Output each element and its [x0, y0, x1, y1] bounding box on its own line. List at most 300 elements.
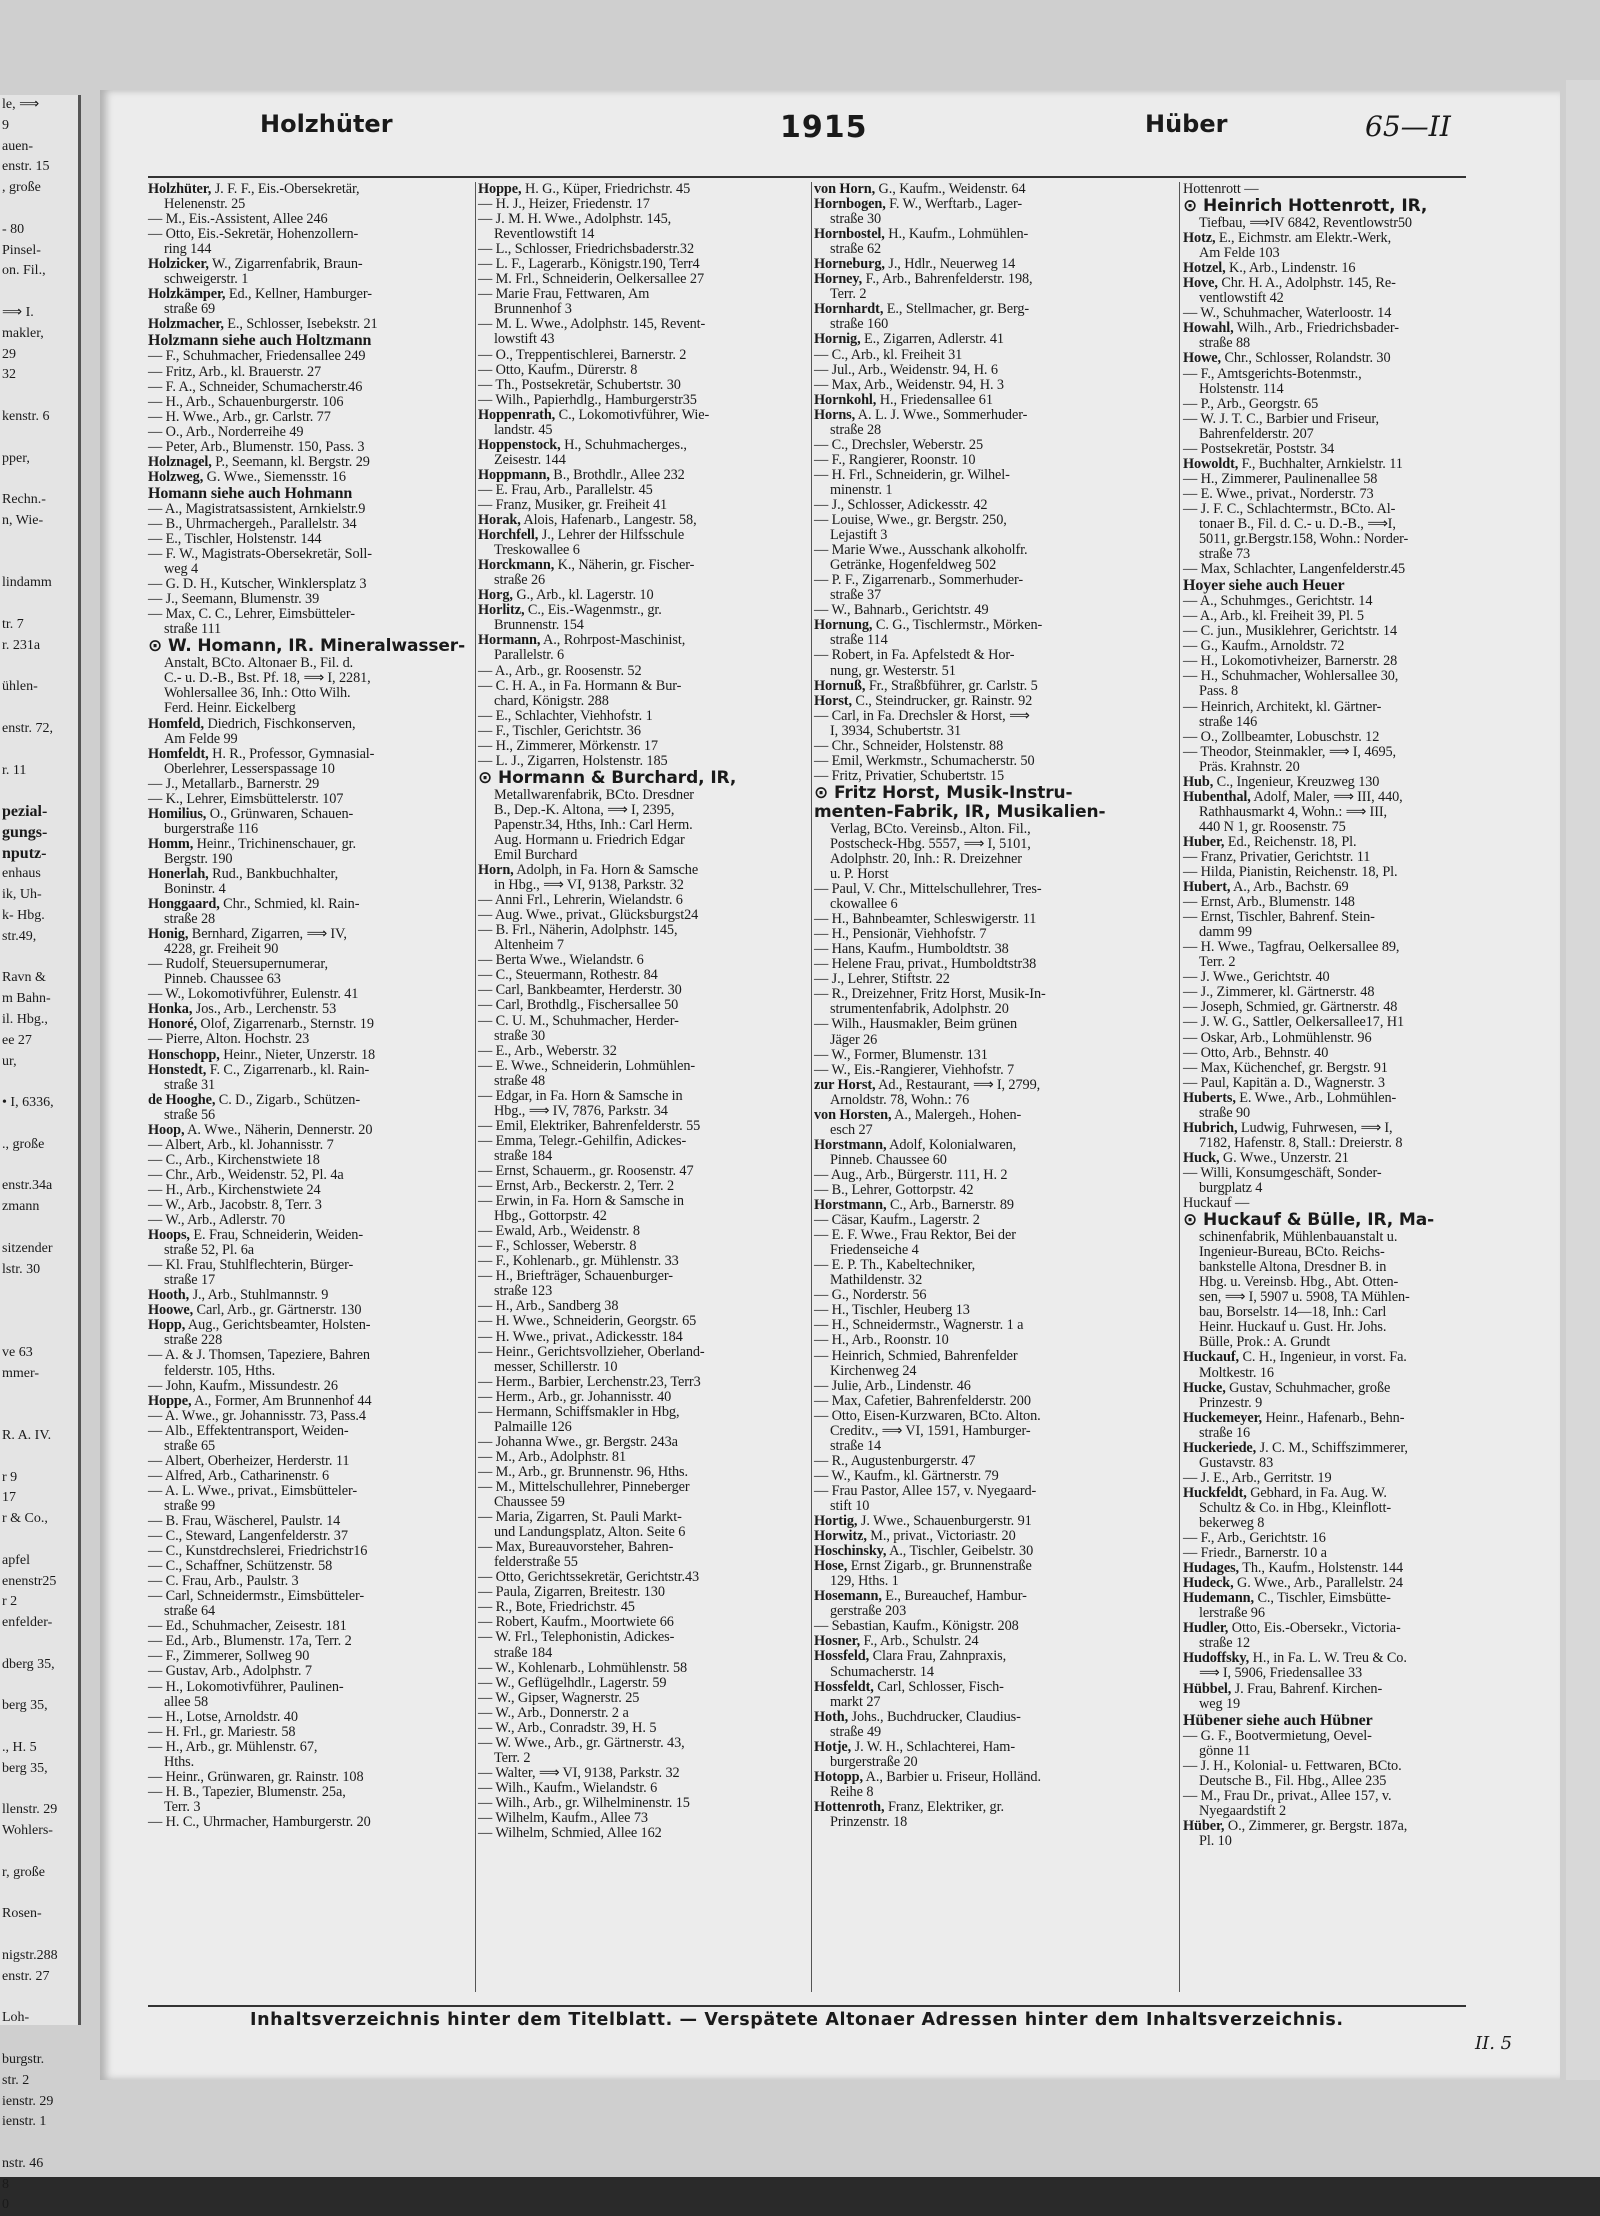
directory-entry: — Otto, Arb., Behnstr. 40	[1183, 1044, 1329, 1061]
entry-continuation: straße 146	[1199, 713, 1258, 730]
entry-continuation: ckowallee 6	[830, 896, 898, 913]
directory-entry: Hubenthal, Adolf, Maler, ⟹ III, 440,	[1183, 788, 1403, 805]
directory-entry: — A. Wwe., gr. Johannisstr. 73, Pass.4	[148, 1407, 366, 1424]
directory-entry: — O., Treppentischlerei, Barnerstr. 2	[478, 346, 687, 363]
entry-continuation: Bahrenfelderstr. 207	[1199, 425, 1314, 442]
directory-entry: — G. F., Bootvermietung, Oevel-	[1183, 1727, 1372, 1744]
directory-entry: Hotzel, K., Arb., Lindenstr. 16	[1183, 260, 1356, 277]
entry-continuation: straße 30	[830, 211, 882, 228]
entry-continuation: Gustavstr. 83	[1199, 1454, 1274, 1471]
directory-entry: — A., Schuhmges., Gerichtstr. 14	[1183, 593, 1373, 610]
prev-page-line: nstr. 46	[2, 2155, 44, 2171]
entry-continuation: burgerstraße 116	[164, 820, 259, 837]
prev-page-line: Rosen-	[2, 1906, 42, 1922]
directory-entry: — B., Uhrmachergeh., Parallelstr. 34	[148, 515, 357, 532]
directory-entry: — Ernst, Arb., Beckerstr. 2, Terr. 2	[478, 1178, 675, 1195]
directory-entry: Hornung, C. G., Tischlermstr., Mörken-	[814, 617, 1043, 634]
footer-page-ref: II. 5	[1475, 2033, 1513, 2054]
prev-page-line: R. A. IV.	[2, 1428, 52, 1443]
prev-page-line: m Bahn-	[2, 991, 51, 1007]
prev-page-line	[0, 1301, 78, 1322]
directory-entry: — H., Zimmerer, Paulinenallee 58	[1183, 470, 1378, 487]
prev-page-line: Pinsel-	[2, 242, 41, 258]
entry-continuation: Pl. 10	[1199, 1832, 1232, 1849]
entry-continuation: 129, Hths. 1	[830, 1573, 899, 1590]
prev-page-line: lstr. 30	[2, 1261, 41, 1277]
directory-entry: Horstmann, Adolf, Kolonialwaren,	[814, 1136, 1017, 1153]
directory-entry: — Julie, Arb., Lindenstr. 46	[814, 1377, 971, 1394]
entry-continuation: Heinr. Huckauf u. Gust. Hr. Johs.	[1199, 1319, 1387, 1336]
entry-continuation: straße 65	[164, 1437, 216, 1454]
prev-page-line: enstr. 27	[2, 1968, 50, 1984]
prev-page-line: r 2	[2, 1594, 18, 1610]
directory-entry: — M., Frau Dr., privat., Allee 157, v.	[1183, 1787, 1392, 1804]
directory-entry: — Ed., Arb., Blumenstr. 17a, Terr. 2	[148, 1633, 352, 1650]
directory-entry: — F., Arb., Gerichtstr. 16	[1183, 1530, 1326, 1547]
prev-page-line: nigstr.288	[2, 1947, 58, 1963]
prev-page-line	[0, 1988, 78, 2009]
directory-entry: — Kl. Frau, Stuhlflechterin, Bürger-	[148, 1257, 354, 1274]
entry-continuation: esch 27	[830, 1121, 873, 1138]
prev-page-line	[0, 532, 78, 553]
directory-entry: Hoschinsky, A., Tischler, Geibelstr. 30	[814, 1543, 1034, 1560]
directory-entry: Horney, F., Arb., Bahrenfelderstr. 198,	[814, 271, 1033, 288]
prev-page-line: Loh-	[2, 2010, 30, 2026]
entry-continuation: damm 99	[1199, 924, 1252, 941]
entry-continuation: Ingenieur-Bureau, BCto. Reichs-	[1199, 1244, 1385, 1261]
prev-page-line: gungs-	[2, 823, 48, 841]
prev-page-line: auen-	[2, 138, 34, 154]
directory-entry: Hosner, F., Arb., Schulstr. 24	[814, 1633, 979, 1650]
column-divider	[811, 182, 812, 1992]
directory-entry: von Horsten, A., Malergeh., Hohen-	[814, 1106, 1022, 1123]
directory-entry: — Anni Frl., Lehrerin, Wielandstr. 6	[478, 892, 683, 909]
directory-entry: Hosemann, E., Bureauchef, Hambur-	[814, 1588, 1027, 1605]
directory-entry: Hudemann, C., Tischler, Eimsbütte-	[1183, 1590, 1391, 1607]
directory-entry: — Paul, V. Chr., Mittelschullehrer, Tres-	[814, 881, 1042, 898]
entry-continuation: strumentenfabrik, Adolphstr. 20	[830, 1001, 1009, 1018]
directory-entry: — H., Arb., Roonstr. 10	[814, 1332, 949, 1349]
directory-entry: Honig, Bernhard, Zigarren, ⟹ IV,	[148, 926, 347, 943]
entry-continuation: bau, Borselstr. 14—18, Inh.: Carl	[1199, 1304, 1387, 1321]
entry-continuation: allee 58	[164, 1693, 209, 1710]
directory-entry: — F., Kohlenarb., gr. Mühlenstr. 33	[478, 1253, 679, 1270]
directory-entry: — Pierre, Alton. Hochstr. 23	[148, 1031, 310, 1048]
directory-entry: — F., Rangierer, Roonstr. 10	[814, 451, 976, 468]
prev-page-line: apfel	[2, 1552, 30, 1568]
prev-page-line: pezial-	[2, 803, 48, 821]
directory-entry: Huckauf —	[1183, 1195, 1250, 1212]
entry-continuation: straße 28	[164, 911, 216, 928]
directory-entry: — Emil, Elektriker, Bahrenfelderstr. 55	[478, 1117, 701, 1134]
directory-entry: — F. W., Magistrats-Obersekretär, Soll-	[148, 546, 372, 563]
directory-entry: — Fritz, Privatier, Schubertstr. 15	[814, 767, 1005, 784]
directory-entry: — Th., Postsekretär, Schubertstr. 30	[478, 376, 681, 393]
prev-page-line: enstr.34a	[2, 1178, 53, 1194]
directory-entry: Hoyer siehe auch Heuer	[1183, 577, 1345, 595]
entry-continuation: straße 49	[830, 1723, 882, 1740]
directory-entry: Hotje, J. W. H., Schlachterei, Ham-	[814, 1738, 1015, 1755]
entry-continuation: Zeisestr. 144	[494, 451, 566, 468]
entry-continuation: Reventlowstift 14	[494, 226, 595, 243]
prev-page-line: 8	[2, 2176, 9, 2192]
directory-entry: Homfeldt, H. R., Professor, Gymnasial-	[148, 745, 375, 762]
directory-entry: Homann siehe auch Hohmann	[148, 484, 353, 502]
directory-entry: — B. Frau, Wäscherel, Paulstr. 14	[148, 1512, 341, 1529]
prev-page-line: le, ⟹	[2, 97, 40, 112]
directory-entry: — Rudolf, Steuersupernumerar,	[148, 956, 328, 973]
directory-entry: — Robert, in Fa. Apfelstedt & Hor-	[814, 647, 1015, 664]
directory-entry: — C., Schaffner, Schützenstr. 58	[148, 1558, 333, 1575]
entry-continuation: Hbg., Gottorpstr. 42	[494, 1208, 607, 1225]
prev-page-line: ühlen-	[2, 679, 38, 695]
directory-entry: — Heinrich, Architekt, kl. Gärtner-	[1183, 698, 1382, 715]
directory-entry: — Otto, Eis.-Sekretär, Hohenzollern-	[148, 226, 359, 243]
directory-entry: Hove, Chr. H. A., Adolphstr. 145, Re-	[1183, 275, 1396, 292]
entry-continuation: straße 88	[1199, 335, 1251, 352]
directory-entry: — F., Zimmerer, Sollweg 90	[148, 1648, 310, 1665]
directory-entry: — C. U. M., Schuhmacher, Herder-	[478, 1012, 679, 1029]
header-rule	[148, 176, 1466, 178]
entry-continuation: und Landungsplatz, Alton. Seite 6	[494, 1524, 686, 1541]
directory-entry: Hotopp, A., Barbier u. Friseur, Holländ.	[814, 1768, 1041, 1785]
entry-continuation: straße 12	[1199, 1635, 1251, 1652]
entry-continuation: Metallwarenfabrik, BCto. Dresdner	[494, 786, 694, 803]
directory-entry: — Aug., Arb., Bürgerstr. 111, H. 2	[814, 1166, 1008, 1183]
prev-page-line: kenstr. 6	[2, 408, 50, 424]
prev-page-line	[0, 2133, 78, 2154]
page-header	[140, 110, 1470, 154]
entry-continuation: lerstraße 96	[1199, 1605, 1265, 1622]
directory-entry: Hudeck, G. Wwe., Arb., Parallelstr. 24	[1183, 1575, 1403, 1592]
directory-entry: — Wilh., Arb., gr. Wilhelminenstr. 15	[478, 1794, 690, 1811]
directory-entry: — Wilh., Papierhdlg., Hamburgerstr35	[478, 391, 697, 408]
directory-entry: — Helene Frau, privat., Humboldtstr38	[814, 956, 1037, 973]
directory-entry: — R., Bote, Friedrichstr. 45	[478, 1599, 635, 1616]
directory-entry: Homilius, O., Grünwaren, Schauen-	[148, 805, 354, 822]
directory-entry: — W., Schuhmacher, Waterloostr. 14	[1183, 305, 1392, 322]
directory-entry: — H., Arb., Schauenburgerstr. 106	[148, 393, 344, 410]
header-left-keyword: Holzhüter	[260, 110, 393, 138]
entry-continuation: Anstalt, BCto. Altonaer B., Fil. d.	[164, 655, 354, 672]
directory-entry: Hoppmann, B., Brothdlr., Allee 232	[478, 466, 685, 483]
directory-entry: — C. Frau, Arb., Paulstr. 3	[148, 1573, 299, 1590]
entry-continuation: Postscheck-Hbg. 5557, ⟹ I, 5101,	[830, 835, 1031, 852]
entry-continuation: 5011, gr.Bergstr.158, Wohn.: Norder-	[1199, 531, 1409, 548]
prev-page-line: r. 11	[2, 762, 27, 778]
directory-entry: — Theodor, Steinmakler, ⟹ I, 4695,	[1183, 743, 1397, 760]
directory-entry: Hottenroth, Franz, Elektriker, gr.	[814, 1798, 1004, 1815]
prev-page-line	[0, 1530, 78, 1551]
prev-page-line: r. 231a	[2, 637, 41, 653]
directory-entry: Hossfeldt, Carl, Schlosser, Fisch-	[814, 1678, 1004, 1695]
prev-page-line	[0, 781, 78, 802]
directory-entry: Hornuß, Fr., Straßbführer, gr. Carlstr. 5	[814, 677, 1038, 694]
directory-entry: — Aug. Wwe., privat., Glücksburgst24	[478, 907, 699, 924]
directory-entry: — Heinr., Grünwaren, gr. Rainstr. 108	[148, 1768, 364, 1785]
column-3	[814, 182, 1149, 2007]
directory-entry: — Max, Schlachter, Langenfelderstr.45	[1183, 561, 1406, 578]
entry-continuation: bekerweg 8	[1199, 1514, 1265, 1531]
directory-entry: Hubert, A., Arb., Bachstr. 69	[1183, 879, 1349, 896]
prev-page-line	[0, 1676, 78, 1697]
directory-entry: — W. Frl., Telephonistin, Adickes-	[478, 1629, 675, 1646]
directory-entry: Horns, A. L. J. Wwe., Sommerhuder-	[814, 406, 1028, 423]
directory-entry: — J. M. H. Wwe., Adolphstr. 145,	[478, 211, 672, 228]
entry-continuation: Creditv., ⟹ VI, 1591, Hamburger-	[830, 1422, 1031, 1439]
directory-entry: — W., Arb., Jacobstr. 8, Terr. 3	[148, 1197, 322, 1213]
entry-continuation: C.- u. D.-B., Bst. Pf. 18, ⟹ I, 2281,	[164, 670, 371, 687]
entry-continuation: Parallelstr. 6	[494, 647, 565, 664]
prev-page-line	[0, 1384, 78, 1405]
entry-continuation: Tiefbau, ⟹IV 6842, Reventlowstr50	[1199, 215, 1412, 232]
directory-entry: — W., Bahnarb., Gerichtstr. 49	[814, 602, 989, 619]
entry-continuation: schinenfabrik, Mühlenbauanstalt u.	[1199, 1229, 1398, 1246]
entry-continuation: u. P. Horst	[830, 866, 889, 883]
directory-entry: Hüber, O., Zimmerer, gr. Bergstr. 187a,	[1183, 1817, 1408, 1834]
directory-entry: Hoppe, A., Former, Am Brunnenhof 44	[148, 1392, 372, 1409]
entry-continuation: minenstr. 1	[830, 481, 893, 498]
directory-entry: — W., Lokomotivführer, Eulenstr. 41	[148, 986, 359, 1003]
prev-page-line: r & Co.,	[2, 1511, 48, 1527]
directory-entry: Hoop, A. Wwe., Näherin, Dennerstr. 20	[148, 1121, 373, 1138]
prev-page-line: burgstr.	[2, 2051, 45, 2067]
directory-entry: Honstedt, F. C., Zigarrenarb., kl. Rain-	[148, 1061, 370, 1078]
directory-entry: — Louise, Wwe., gr. Bergstr. 250,	[814, 512, 1007, 529]
entry-continuation: Holstenstr. 114	[1199, 380, 1284, 397]
prev-page-line: Ravn &	[2, 970, 46, 986]
directory-entry: Howoldt, F., Buchhalter, Arnkielstr. 11	[1183, 455, 1403, 472]
directory-entry: — J., Schlosser, Adickesstr. 42	[814, 496, 988, 513]
prev-page-line: Wohlers-	[2, 1823, 53, 1839]
prev-page-line: str. 2	[2, 2072, 30, 2088]
entry-continuation: Ferd. Heinr. Eickelberg	[164, 700, 296, 717]
entry-continuation: ring 144	[164, 241, 212, 258]
directory-entry: — G., Norderstr. 56	[814, 1287, 927, 1304]
prev-page-line: ee 27	[2, 1032, 32, 1048]
directory-entry: — Berta Wwe., Wielandstr. 6	[478, 952, 644, 969]
directory-entry: — W., Arb., Adlerstr. 70	[148, 1212, 286, 1229]
directory-entry: — H., Arb., Sandberg 38	[478, 1298, 619, 1315]
directory-entry: — G., Kaufm., Arnoldstr. 72	[1183, 638, 1345, 655]
directory-entry: Huberts, E. Wwe., Arb., Lohmühlen-	[1183, 1089, 1397, 1106]
firm-entry: ⊙ W. Homann, IR. Mineralwasser-	[148, 636, 466, 657]
prev-page-line: ., große	[2, 1136, 45, 1152]
directory-entry: Hose, Ernst Zigarb., gr. Brunnenstraße	[814, 1558, 1032, 1575]
entry-continuation: straße 16	[1199, 1424, 1251, 1441]
prev-page-line	[0, 1156, 78, 1177]
entry-continuation: straße 62	[830, 241, 882, 258]
entry-continuation: Deutsche B., Fil. Hbg., Allee 235	[1199, 1772, 1387, 1789]
entry-continuation: schweigerstr. 1	[164, 271, 249, 288]
directory-entry: Hossfeld, Clara Frau, Zahnpraxis,	[814, 1648, 1007, 1665]
directory-entry: — C., Drechsler, Weberstr. 25	[814, 436, 984, 453]
directory-entry: — K., Lehrer, Eimsbüttelerstr. 107	[148, 790, 344, 807]
entry-continuation: straße 31	[164, 1076, 216, 1093]
directory-entry: — O., Zollbeamter, Lobuschstr. 12	[1183, 728, 1380, 745]
directory-entry: Horstmann, C., Arb., Barnerstr. 89	[814, 1197, 1014, 1214]
entry-continuation: gönne 11	[1199, 1742, 1251, 1759]
prev-page-line	[0, 1322, 78, 1343]
entry-continuation: felderstraße 55	[494, 1554, 578, 1571]
directory-entry: — Paula, Zigarren, Breitestr. 130	[478, 1584, 665, 1601]
firm-entry: ⊙ Heinrich Hottenrott, IR,	[1183, 196, 1428, 217]
directory-entry: Hudoffsky, H., in Fa. L. W. Treu & Co.	[1183, 1650, 1407, 1667]
prev-page-line: il. Hbg.,	[2, 1012, 48, 1028]
header-right-keyword: Hüber	[1145, 110, 1228, 138]
directory-entry: — Max, Cafetier, Bahrenfelderstr. 200	[814, 1392, 1031, 1409]
directory-entry: — W., Arb., Donnerstr. 2 a	[478, 1704, 629, 1721]
directory-entry: Hudler, Otto, Eis.-Obersekr., Victoria-	[1183, 1620, 1401, 1637]
entry-continuation: Moltkestr. 16	[1199, 1364, 1274, 1381]
directory-entry: — J. F. C., Schlachtermstr., BCto. Al-	[1183, 500, 1396, 517]
directory-entry: — M., Arb., gr. Brunnenstr. 96, Hths.	[478, 1463, 688, 1480]
directory-entry: Huckeriede, J. C. M., Schiffszimmerer,	[1183, 1439, 1408, 1456]
directory-entry: — H., Lokomotivheizer, Barnerstr. 28	[1183, 653, 1398, 670]
directory-entry: — Ernst, Tischler, Bahrenf. Stein-	[1183, 909, 1375, 926]
entry-continuation: Altenheim 7	[494, 937, 564, 954]
directory-entry: Homfeld, Diedrich, Fischkonserven,	[148, 715, 356, 732]
entry-continuation: Bergstr. 190	[164, 850, 233, 867]
directory-entry: — Carl, Brothdlg., Fischersallee 50	[478, 997, 679, 1014]
directory-entry: — Hilda, Pianistin, Reichenstr. 18, Pl.	[1183, 864, 1398, 881]
directory-entry: — H. C., Uhrmacher, Hamburgerstr. 20	[148, 1813, 371, 1830]
directory-entry: — Ernst, Schauerm., gr. Roosenstr. 47	[478, 1163, 694, 1179]
directory-entry: — Ed., Schuhmacher, Zeisestr. 181	[148, 1618, 347, 1635]
directory-entry: — Ewald, Arb., Weidenstr. 8	[478, 1223, 640, 1240]
directory-entry: Hooth, J., Arb., Stuhlmannstr. 9	[148, 1287, 329, 1304]
prev-page-line	[0, 553, 78, 574]
prev-page-line: berg 35,	[2, 1698, 48, 1714]
directory-entry: — Cäsar, Kaufm., Lagerstr. 2	[814, 1212, 980, 1229]
directory-entry: — Peter, Arb., Blumenstr. 150, Pass. 3	[148, 438, 365, 455]
directory-entry: Holzweg, G. Wwe., Siemensstr. 16	[148, 468, 346, 485]
entry-continuation: Terr. 3	[164, 1798, 201, 1815]
entry-continuation: tonaer B., Fil. d. C.- u. D.-B., ⟹I,	[1199, 515, 1396, 532]
entry-continuation: Papenstr.34, Hths, Inh.: Carl Herm.	[494, 816, 693, 833]
entry-continuation: Reihe 8	[830, 1783, 874, 1800]
prev-page-line: - 80	[2, 221, 25, 237]
prev-page-line: enstr. 72,	[2, 720, 53, 736]
firm-entry: ⊙ Hormann & Burchard, IR,	[478, 767, 737, 788]
entry-continuation: felderstr. 105, Hths.	[164, 1362, 276, 1379]
directory-entry: — E. P. Th., Kabeltechniker,	[814, 1257, 976, 1274]
directory-entry: Horst, C., Steindrucker, gr. Rainstr. 92	[814, 692, 1033, 709]
prev-page-line	[0, 1405, 78, 1426]
directory-entry: — J. W. G., Sattler, Oelkersallee17, H1	[1183, 1014, 1405, 1031]
directory-entry: Honschopp, Heinr., Nieter, Unzerstr. 18	[148, 1046, 376, 1063]
directory-entry: Hortig, J. Wwe., Schauenburgerstr. 91	[814, 1513, 1032, 1530]
column-1	[148, 182, 473, 2007]
directory-entry: — W., Kaufm., kl. Gärtnerstr. 79	[814, 1467, 999, 1484]
directory-entry: — E. Wwe., privat., Norderstr. 73	[1183, 485, 1374, 502]
entry-continuation: Chaussee 59	[494, 1494, 565, 1511]
entry-continuation: chard, Königstr. 288	[494, 692, 609, 709]
prev-page-line: zmann	[2, 1199, 40, 1215]
entry-continuation: Treskowallee 6	[494, 542, 580, 559]
directory-entry: — Willi, Konsumgeschäft, Sonder-	[1183, 1164, 1382, 1181]
header-page-number: 65—II	[1365, 110, 1451, 143]
directory-entry: — Heinrich, Schmied, Bahrenfelder	[814, 1347, 1018, 1364]
directory-entry: — F., Tischler, Gerichtstr. 36	[478, 722, 641, 739]
directory-entry: Huckauf, C. H., Ingenieur, in vorst. Fa.	[1183, 1349, 1407, 1366]
directory-entry: — C., Kunstdrechslerei, Friedrichstr16	[148, 1543, 368, 1560]
entry-continuation: straße 28	[830, 421, 882, 438]
directory-entry: — H., Pensionär, Viehhofstr. 7	[814, 926, 987, 943]
entry-continuation: straße 111	[164, 621, 222, 638]
directory-entry: — H., Briefträger, Schauenburger-	[478, 1268, 673, 1285]
directory-entry: Huckfeldt, Gebhard, in Fa. Aug. W.	[1183, 1484, 1387, 1501]
prev-page-line: dberg 35,	[2, 1656, 55, 1672]
directory-entry: — H. Wwe., Arb., gr. Carlstr. 77	[148, 408, 331, 425]
entry-continuation: I, 3934, Schubertstr. 31	[830, 722, 962, 739]
prev-page-line: 29	[2, 346, 16, 362]
directory-entry: — H., Tischler, Heuberg 13	[814, 1302, 970, 1319]
directory-entry: — Carl, in Fa. Drechsler & Horst, ⟹	[814, 707, 1030, 724]
prev-page-line: ur,	[2, 1053, 17, 1069]
directory-entry: — Marie Frau, Fettwaren, Am	[478, 286, 650, 303]
directory-entry: Hotz, E., Eichmstr. am Elektr.-Werk,	[1183, 230, 1392, 247]
directory-entry: — J. E., Arb., Gerritstr. 19	[1183, 1469, 1332, 1486]
entry-continuation: straße 30	[494, 1027, 546, 1044]
prev-page-line	[0, 1218, 78, 1239]
prev-page-line: makler,	[2, 325, 44, 341]
entry-continuation: burgerstraße 20	[830, 1753, 918, 1770]
directory-entry: Hoops, E. Frau, Schneiderin, Weiden-	[148, 1227, 363, 1244]
directory-entry: — Max, C. C., Lehrer, Eimsbütteler-	[148, 606, 355, 623]
prev-page-line: nputz-	[2, 844, 47, 862]
footer-note: Inhaltsverzeichnis hinter dem Titelblatt. — Verspätete Altonaer Adressen hinter dem Inhaltsverzeichnis.	[250, 2010, 1344, 2030]
directory-entry: — H., Arb., gr. Mühlenstr. 67,	[148, 1738, 318, 1755]
directory-entry: — W. Wwe., Arb., gr. Gärtnerstr. 43,	[478, 1734, 685, 1751]
entry-continuation: Boninstr. 4	[164, 881, 226, 898]
entry-continuation: Brunnenstr. 154	[494, 617, 584, 634]
entry-continuation: Hbg., ⟹ IV, 7876, Parkstr. 34	[494, 1102, 668, 1119]
entry-continuation: in Hbg., ⟹ VI, 9138, Parkstr. 32	[494, 877, 684, 894]
entry-continuation: straße 90	[1199, 1104, 1251, 1121]
directory-entry: Hoppenstock, H., Schuhmacherges.,	[478, 436, 687, 453]
prev-page-line	[0, 1842, 78, 1863]
prev-page-line	[0, 1925, 78, 1946]
directory-entry: — H., Schneidermstr., Wagnerstr. 1 a	[814, 1317, 1024, 1334]
prev-page-line: n, Wie-	[2, 512, 44, 528]
prev-page-line: 9	[2, 117, 9, 133]
directory-entry: — Otto, Eisen-Kurzwaren, BCto. Alton.	[814, 1407, 1041, 1424]
directory-entry: — H., Schuhmacher, Wohlersallee 30,	[1183, 668, 1399, 685]
prev-page-line: ., H. 5	[2, 1739, 37, 1755]
entry-continuation: straße 73	[1199, 546, 1251, 563]
entry-continuation: Terr. 2	[1199, 954, 1236, 971]
entry-continuation: Schultz & Co. in Hbg., Kleinflott-	[1199, 1499, 1391, 1516]
entry-continuation: sen, ⟹ I, 5907 u. 5908, TA Mühlen-	[1199, 1289, 1410, 1306]
prev-page-line: 0	[2, 2197, 9, 2213]
directory-entry: — Jul., Arb., Weidenstr. 94, H. 6	[814, 361, 998, 378]
entry-continuation: Pinneb. Chaussee 63	[164, 971, 281, 988]
entry-continuation: Getränke, Hogenfeldweg 502	[830, 557, 997, 574]
directory-entry: Honka, Jos., Arb., Lerchenstr. 53	[148, 1001, 337, 1018]
entry-continuation: 4228, gr. Freiheit 90	[164, 941, 279, 958]
directory-entry: — L. F., Lagerarb., Königstr.190, Terr4	[478, 256, 700, 273]
directory-entry: Holznagel, P., Seemann, kl. Bergstr. 29	[148, 453, 370, 470]
directory-entry: — H. Frl., Schneiderin, gr. Wilhel-	[814, 466, 1010, 483]
directory-entry: — Friedr., Barnerstr. 10 a	[1183, 1545, 1327, 1562]
entry-continuation: B., Dep.-K. Altona, ⟹ I, 2395,	[494, 801, 675, 818]
entry-continuation: Am Felde 99	[164, 730, 238, 747]
prev-page-line: berg 35,	[2, 1760, 48, 1776]
prev-page-line: enfelder-	[2, 1615, 53, 1631]
directory-entry: von Horn, G., Kaufm., Weidenstr. 64	[814, 181, 1026, 197]
prev-page-line: sitzender	[2, 1240, 53, 1256]
